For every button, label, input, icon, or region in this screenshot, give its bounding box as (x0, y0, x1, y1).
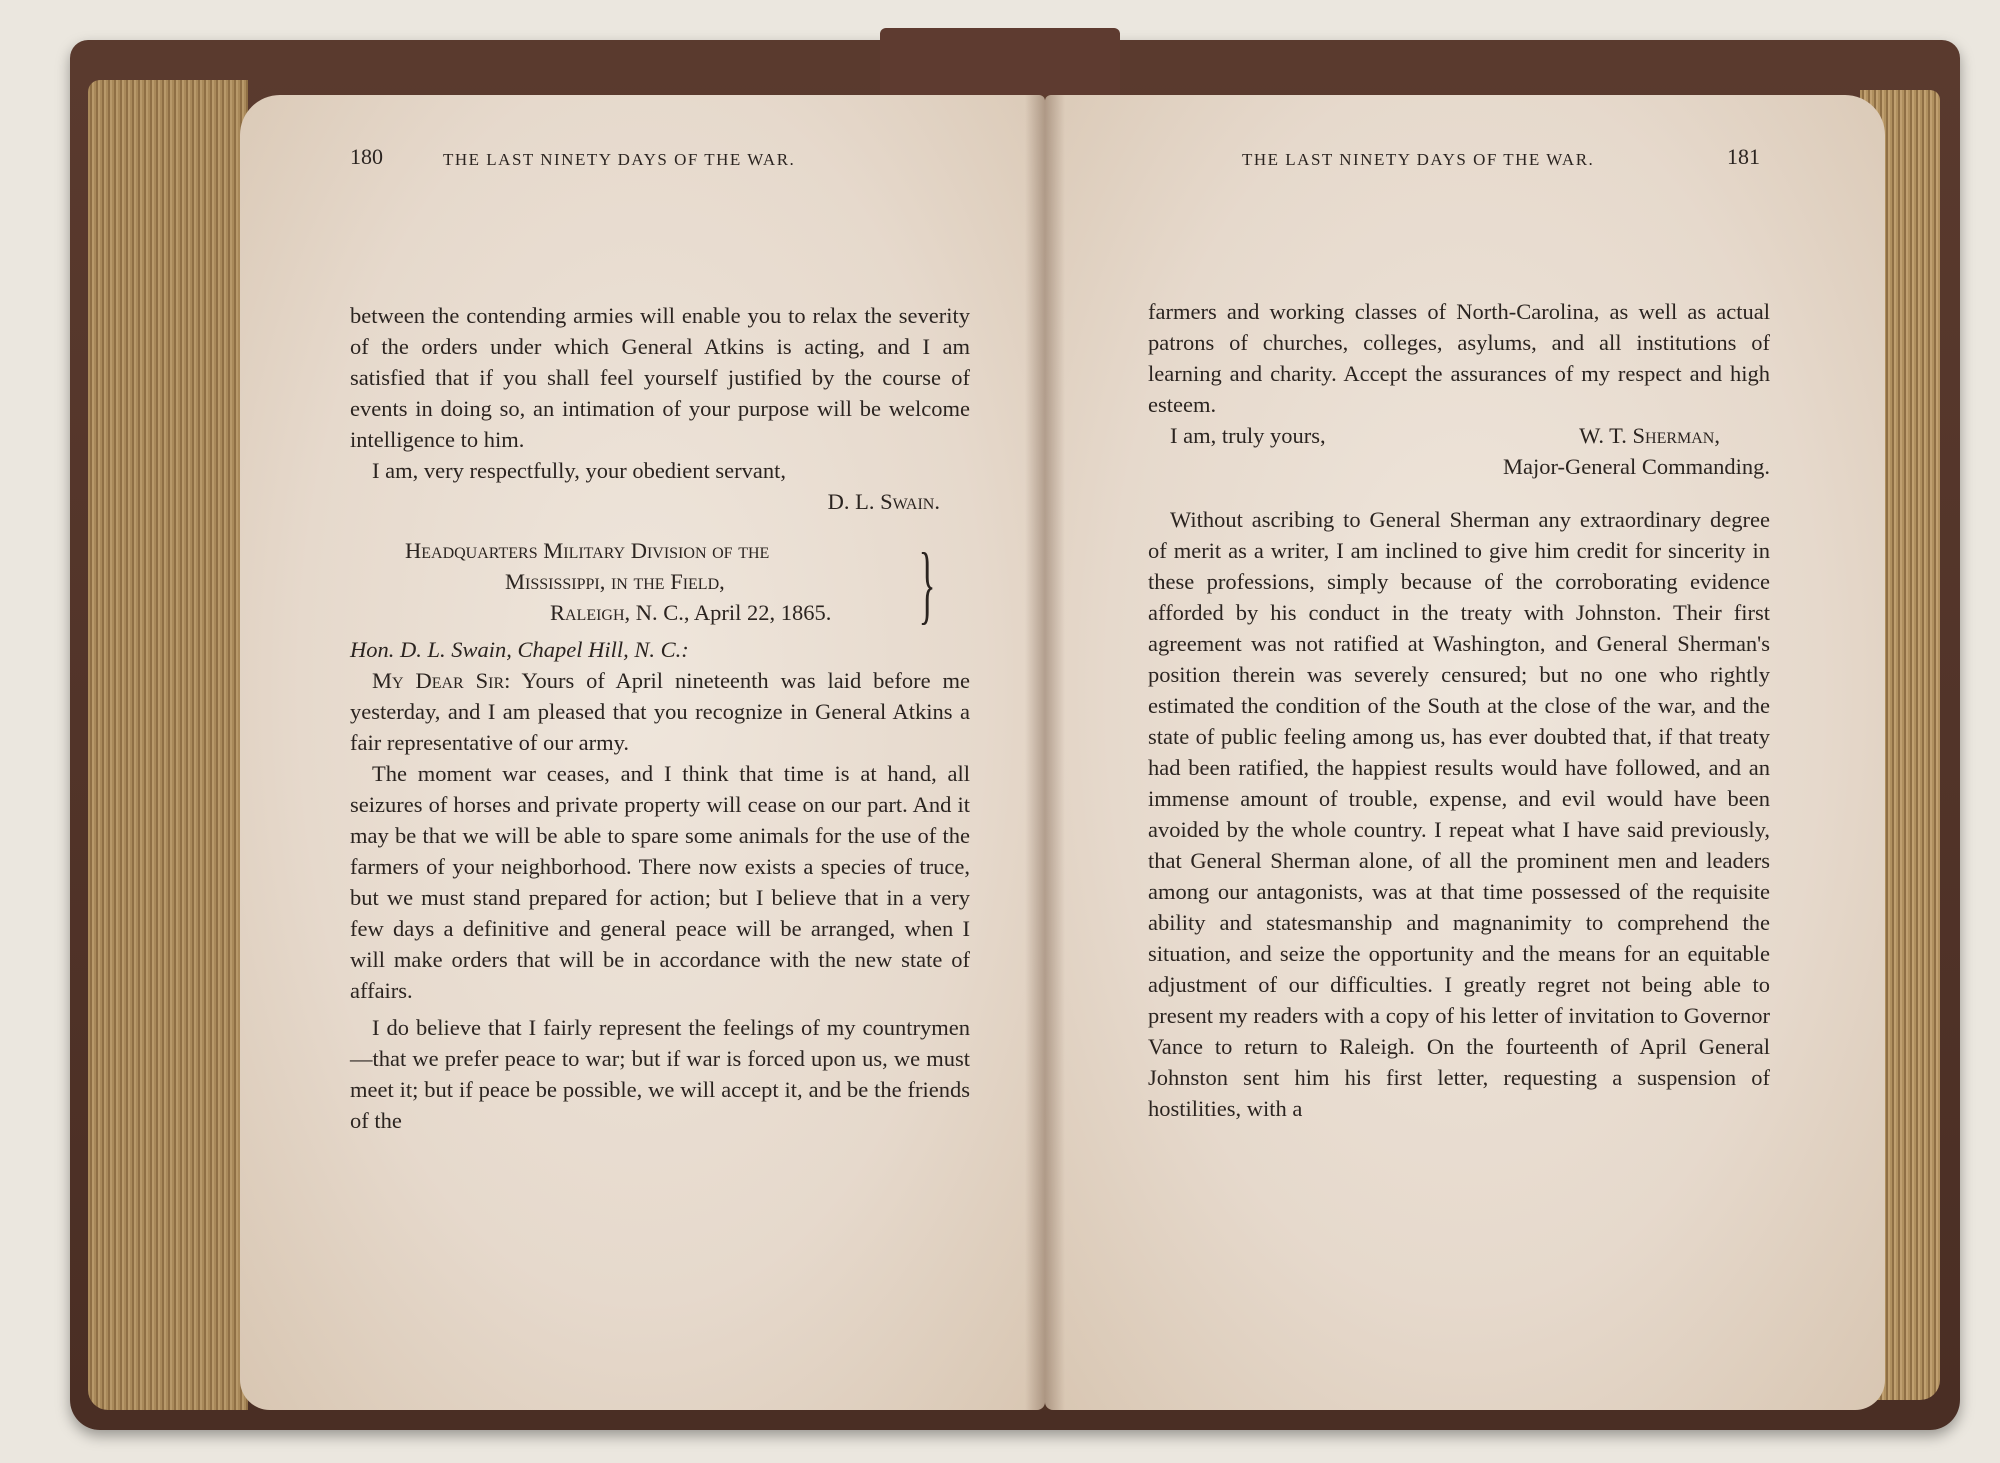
brace-icon: } (918, 536, 936, 633)
right-closing-line (1148, 420, 1770, 451)
left-running-head: THE LAST NINETY DAYS OF THE WAR. (443, 150, 796, 169)
left-paragraph-2: The moment war ceases, and I think that time is at hand, all seizures of horses and private property will cease on our part. And it may be that we will be able to spare some animals for the use of the farmers of your neighborhood. There now exists a species of truce, but we must stand prepared for action; but I believe that in a very few days a definitive and general peace will be arranged, when I will make orders that will be in accordance with the new state of affairs. (350, 761, 970, 1003)
addressee: Hon. D. L. Swain, Chapel Hill, N. C.: (350, 637, 689, 662)
right-signature: W. T. Sherman, (1579, 423, 1720, 448)
left-paragraph-3: I do believe that I fairly represent the feelings of my countrymen—that we prefer peace to war; but if war is forced upon us, we must meet it; but if peace be possible, we will accept it, and be the friends of the (350, 1015, 970, 1133)
heading-line-2: Mississippi, in the Field, (505, 569, 725, 594)
heading-line-1: Headquarters Military Division of the (405, 538, 770, 563)
left-paragraph-1-text: Yours of April nineteenth was laid before me yesterday, and I am pleased that you recognize in General Atkins a fair representative of our army. (350, 668, 970, 755)
left-paragraph-1 (350, 665, 970, 758)
right-paragraph-1: Without ascribing to General Sherman any extraordinary degree of merit as a writer, I am inclined to give him credit for sincerity in these professions, simply because of the corroborating evidence afforded by his conduct in the treaty with Johnston. Their first agreement was not ratified at Washington, and General Sherman's position therein was severely censured; but no one who rightly estimated the condition of the South at the close of the war, and the state of public feeling among us, has ever doubted that, if that treaty had been ratified, the happiest results would have followed, and an immense amount of trouble, expense, and evil would have been avoided by the whole country. I repeat what I have said previously, that General Sherman alone, of all the prominent men and leaders among our antagonists, was at that time possessed of the requisite ability and statesmanship and magnanimity to comprehend the situation, and seize the opportunity and the means for an equitable adjustment of our difficulties. I greatly regret not being able to present my readers with a copy of his letter of invitation to Governor Vance to return to Raleigh. On the fourteenth of April General Johnston sent him his first letter, requesting a suspension of hostilities, with a (1148, 507, 1770, 1121)
left-page-text (350, 300, 970, 1136)
right-closing: I am, truly yours, (1170, 423, 1326, 448)
right-signature-title: Major-General Commanding. (1503, 454, 1770, 479)
right-page-text (1148, 296, 1770, 1124)
left-opening-paragraph: between the contending armies will enable you to relax the severity of the orders under which General Atkins is acting, and I am satisfied that if you shall feel yourself justified by the course of events in doing so, an intimation of your purpose will be welcome intelligence to him. (350, 303, 970, 452)
book-gutter (1025, 95, 1065, 1410)
book-spine (880, 28, 1120, 98)
left-page-number: 180 (350, 144, 383, 169)
letter-heading (350, 535, 970, 633)
page-edges-left (88, 80, 248, 1410)
salutation: My Dear Sir: (372, 668, 511, 693)
left-signature: D. L. Swain. (827, 489, 940, 514)
right-running-head: THE LAST NINETY DAYS OF THE WAR. (1242, 150, 1595, 169)
heading-line-3: Raleigh, N. C., April 22, 1865. (550, 600, 832, 625)
right-opening-paragraph: farmers and working classes of North-Carolina, as well as actual patrons of churches, colleges, asylums, and all institutions of learning and charity. Accept the assurances of my respect and high esteem. (1148, 299, 1770, 417)
left-closing: I am, very respectfully, your obedient servant, (372, 458, 787, 483)
right-page-number: 181 (1727, 144, 1760, 169)
